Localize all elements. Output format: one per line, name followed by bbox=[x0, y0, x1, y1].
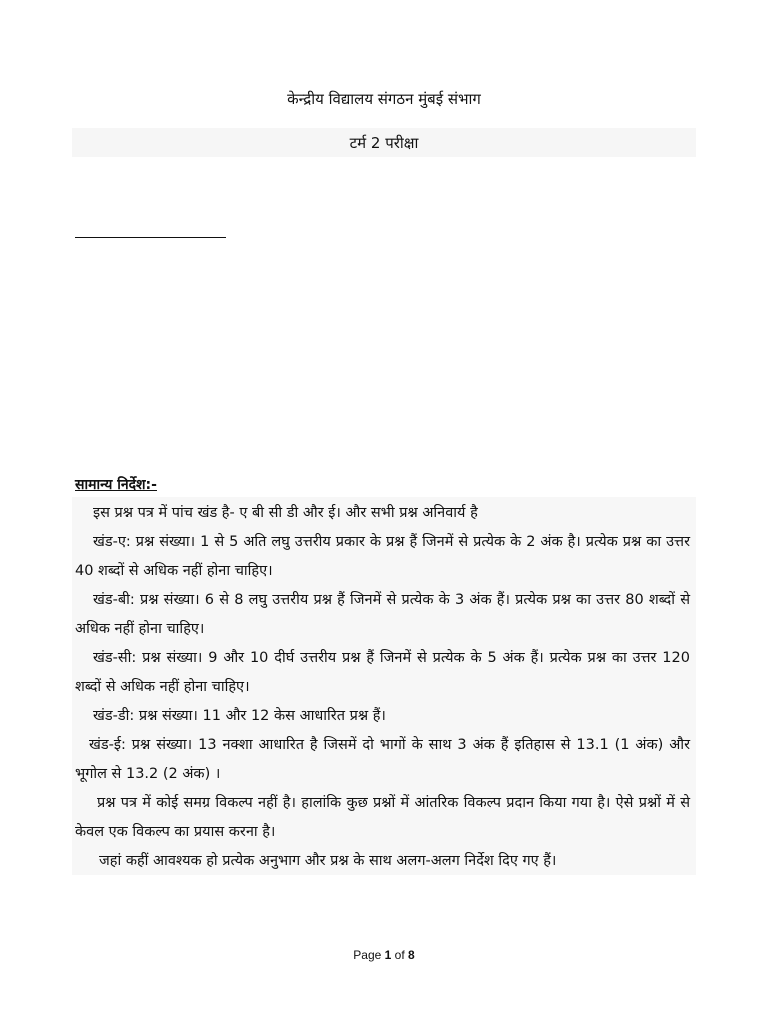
exam-title-band bbox=[72, 128, 696, 157]
horizontal-rule bbox=[75, 237, 226, 238]
instructions-heading: सामान्य निर्देश:- bbox=[75, 477, 157, 493]
instruction-item: खंड-ए: प्रश्न संख्या। 1 से 5 अति लघु उत्तरीय प्रकार के प्रश्न हैं जिनमें से प्रत्येक के 2 अंक है। प्रत्येक प्रश्न का उत्तर 40 शब्दों से अधिक नहीं होना चाहिए। bbox=[75, 534, 690, 579]
instruction-item: प्रश्न पत्र में कोई समग्र विकल्प नहीं है। हालांकि कुछ प्रश्नों में आंतरिक विकल्प प्रदान किया गया है। ऐसे प्रश्नों में से केवल एक विकल्प का प्रयास करना है। bbox=[75, 795, 690, 840]
instruction-item: इस प्रश्न पत्र में पांच खंड है- ए बी सी डी और ई। और सभी प्रश्न अनिवार्य है bbox=[93, 505, 478, 521]
total-pages: 8 bbox=[408, 948, 415, 962]
instruction-item: खंड-बी: प्रश्न संख्या। 6 से 8 लघु उत्तरीय प्रश्न हैं जिनमें से प्रत्येक के 3 अंक हैं। प्रत्येक प्रश्न का उत्तर 80 शब्दों से अधिक नहीं होना चाहिए। bbox=[75, 592, 690, 637]
instruction-item: खंड-डी: प्रश्न संख्या। 11 और 12 केस आधारित प्रश्न हैं। bbox=[93, 708, 386, 724]
of-word: of bbox=[394, 948, 405, 962]
page-footer bbox=[0, 946, 768, 964]
organization-title: केन्द्रीय विद्यालय संगठन मुंबई संभाग bbox=[287, 90, 481, 108]
page-number: 1 bbox=[384, 948, 392, 962]
page-word: Page bbox=[353, 948, 382, 962]
instructions-block bbox=[72, 497, 696, 875]
instruction-item: जहां कहीं आवश्यक हो प्रत्येक अनुभाग और प्रश्न के साथ अलग-अलग निर्देश दिए गए हैं। bbox=[99, 853, 557, 869]
instruction-item: खंड-ई: प्रश्न संख्या। 13 नक्शा आधारित है जिसमें दो भागों के साथ 3 अंक हैं इतिहास से 13.1 (1 अंक) और भूगोल से 13.2 (2 अंक) । bbox=[75, 737, 690, 782]
exam-title: टर्म 2 परीक्षा bbox=[349, 134, 419, 152]
instruction-item: खंड-सी: प्रश्न संख्या। 9 और 10 दीर्घ उत्तरीय प्रश्न हैं जिनमें से प्रत्येक के 5 अंक हैं। प्रत्येक प्रश्न का उत्तर 120 शब्दों से अधिक नहीं होना चाहिए। bbox=[75, 650, 690, 695]
